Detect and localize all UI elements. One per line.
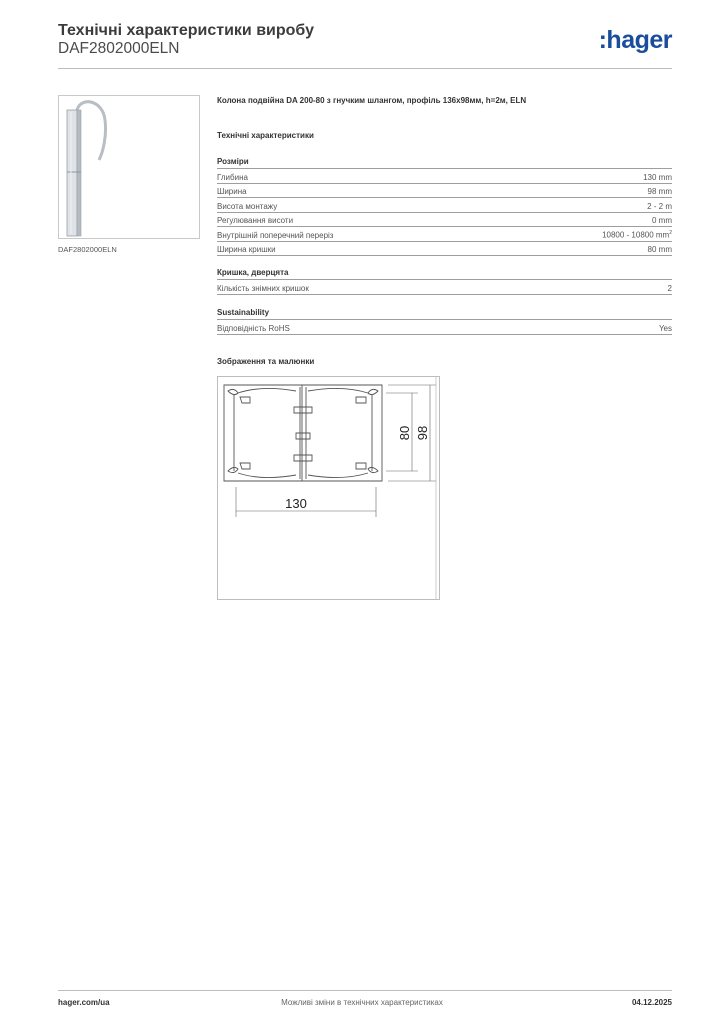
spec-value: 98 mm <box>647 187 672 196</box>
spec-row <box>217 169 672 184</box>
spec-row <box>217 227 672 242</box>
spec-row <box>217 280 672 295</box>
spec-value-main: 10800 - 10800 mm <box>602 230 670 240</box>
footer-date: 04.12.2025 <box>631 998 672 1007</box>
spec-label: Відповідність RoHS <box>217 323 290 333</box>
cable-column-icon <box>59 96 199 238</box>
page-title: Технічні характеристики виробу <box>58 22 314 39</box>
spec-label: Висота монтажу <box>217 201 278 211</box>
profile-cross-section-drawing <box>218 377 439 599</box>
spec-row <box>217 198 672 213</box>
spec-row <box>217 213 672 228</box>
spec-row <box>217 320 672 335</box>
spec-value <box>602 230 672 240</box>
spec-label: Глибина <box>217 172 248 182</box>
header-divider <box>58 68 672 69</box>
spec-value: 2 <box>667 283 672 293</box>
group-title: Розміри <box>217 157 672 169</box>
group-title: Sustainability <box>217 308 672 320</box>
spec-group-dimensions <box>217 157 672 256</box>
dim-inner-label: 80 <box>397 425 412 441</box>
hager-logo: :hager <box>598 26 672 54</box>
spec-row <box>217 184 672 199</box>
tech-section-heading: Технічні характеристики <box>217 131 314 140</box>
footer-website-link[interactable]: hager.com/ua <box>58 998 110 1007</box>
spec-value: 2 - 2 m <box>647 201 672 211</box>
footer-notice: Можливі зміни в технічних характеристиках <box>281 998 443 1007</box>
spec-label: Ширина <box>217 187 247 196</box>
group-title: Кришка, дверцята <box>217 268 672 280</box>
spec-value: 130 mm <box>643 172 672 182</box>
spec-label: Ширина кришки <box>217 245 276 254</box>
spec-label: Внутрішній поперечний переріз <box>217 230 334 240</box>
dim-outer-label: 98 <box>415 425 430 441</box>
dim-width-label: 130 <box>285 496 307 511</box>
spec-value: 80 mm <box>647 245 672 254</box>
spec-value-sup: 2 <box>669 229 672 236</box>
spec-label: Регулювання висоти <box>217 216 294 225</box>
product-code: DAF2802000ELN <box>58 40 180 57</box>
product-thumbnail <box>58 95 200 239</box>
thumbnail-caption: DAF2802000ELN <box>58 245 117 254</box>
spec-group-sustainability <box>217 308 672 335</box>
spec-group-cover <box>217 268 672 295</box>
product-title: Колона подвійна DA 200-80 з гнучким шлангом, профіль 136х98мм, h=2м, ELN <box>217 96 527 105</box>
spec-value: 0 mm <box>652 216 672 225</box>
spec-value: Yes <box>658 323 672 333</box>
spec-label: Кількість знімних кришок <box>217 283 309 293</box>
footer-divider <box>58 990 672 991</box>
images-section-heading: Зображення та малюнки <box>217 357 315 366</box>
technical-drawing <box>217 376 440 600</box>
spec-row <box>217 242 672 257</box>
